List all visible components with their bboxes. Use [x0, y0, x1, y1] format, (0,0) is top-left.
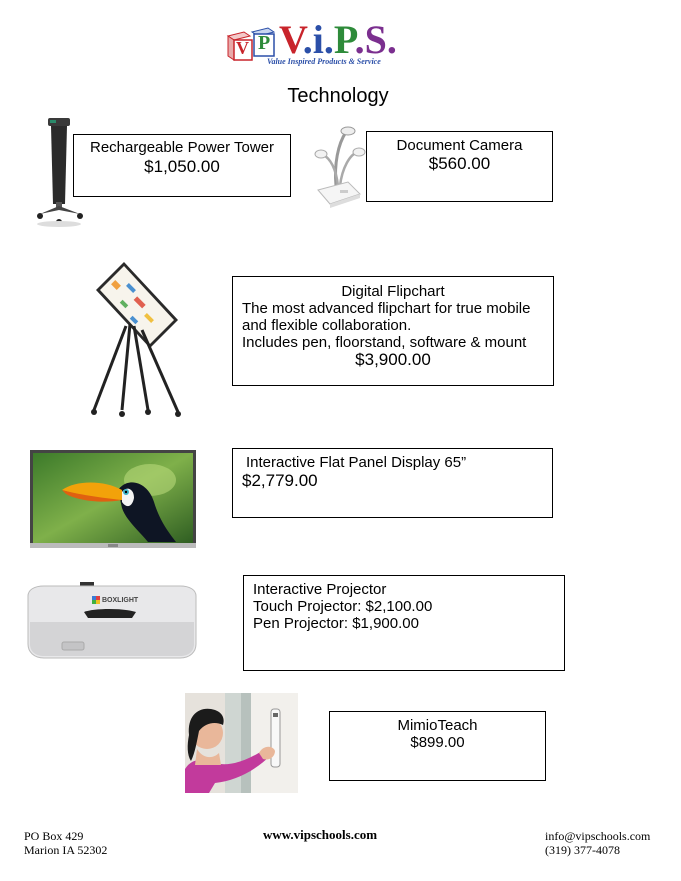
- power-tower-name: Rechargeable Power Tower: [90, 139, 274, 156]
- footer-email[interactable]: info@vipschools.com: [545, 829, 651, 843]
- brand-letter-i: i: [312, 17, 324, 62]
- flat-panel-price: $2,779.00: [242, 471, 318, 490]
- logo-brand-name: [279, 18, 397, 62]
- flat-panel-image: [30, 450, 196, 552]
- footer-phone: (319) 377-4078: [545, 843, 620, 857]
- logo-tagline: Value Inspired Products & Service: [267, 57, 381, 66]
- logo-block-letter-p: P: [258, 32, 271, 54]
- mimioteach-name: MimioTeach: [397, 717, 478, 734]
- flipchart-name: Digital Flipchart: [341, 283, 445, 300]
- mimioteach-info-box: [329, 711, 546, 781]
- brand-letter-v: V: [279, 17, 303, 62]
- brand-letter-p: P: [333, 17, 355, 62]
- projector-name: Interactive Projector: [253, 581, 387, 598]
- brand-dot: .: [386, 17, 397, 62]
- flipchart-info-box: [232, 276, 554, 386]
- flipchart-price: $3,900.00: [355, 350, 431, 369]
- brand-dot: .: [354, 17, 365, 62]
- flat-panel-info-box: [232, 448, 553, 518]
- brand-dot: .: [323, 17, 334, 62]
- document-camera-name: Document Camera: [396, 137, 523, 154]
- flipchart-desc-line2: and flexible collaboration.: [242, 317, 412, 334]
- mimioteach-image: [185, 693, 298, 793]
- page-title: Technology: [287, 85, 389, 107]
- flat-panel-name: Interactive Flat Panel Display 65”: [246, 454, 467, 471]
- logo-block-letter-v: V: [236, 38, 249, 58]
- flipchart-desc-line1: The most advanced flipchart for true mobile: [242, 300, 531, 317]
- document-camera-price: $560.00: [428, 154, 491, 173]
- document-camera-image: [312, 124, 368, 212]
- logo: [224, 17, 434, 70]
- footer-po-box: PO Box 429: [24, 829, 84, 843]
- brand-dot: .: [302, 17, 313, 62]
- flipchart-image: [86, 260, 186, 426]
- projector-pen-price: Pen Projector: $1,900.00: [253, 615, 419, 632]
- document-camera-info-box: [366, 131, 553, 202]
- flipchart-desc-line3: Includes pen, floorstand, software & mount: [242, 334, 527, 351]
- projector-info-box: [243, 575, 565, 671]
- power-tower-info-box: [73, 134, 291, 197]
- footer-website[interactable]: www.vipschools.com: [262, 827, 378, 842]
- projector-brand-label: BOXLIGHT: [102, 597, 139, 604]
- projector-touch-price: Touch Projector: $2,100.00: [253, 598, 433, 615]
- projector-image: [24, 582, 200, 662]
- mimioteach-price: $899.00: [410, 734, 465, 751]
- footer-city: Marion IA 52302: [24, 843, 108, 857]
- brand-letter-s: S: [364, 17, 387, 62]
- power-tower-price: $1,050.00: [144, 157, 220, 176]
